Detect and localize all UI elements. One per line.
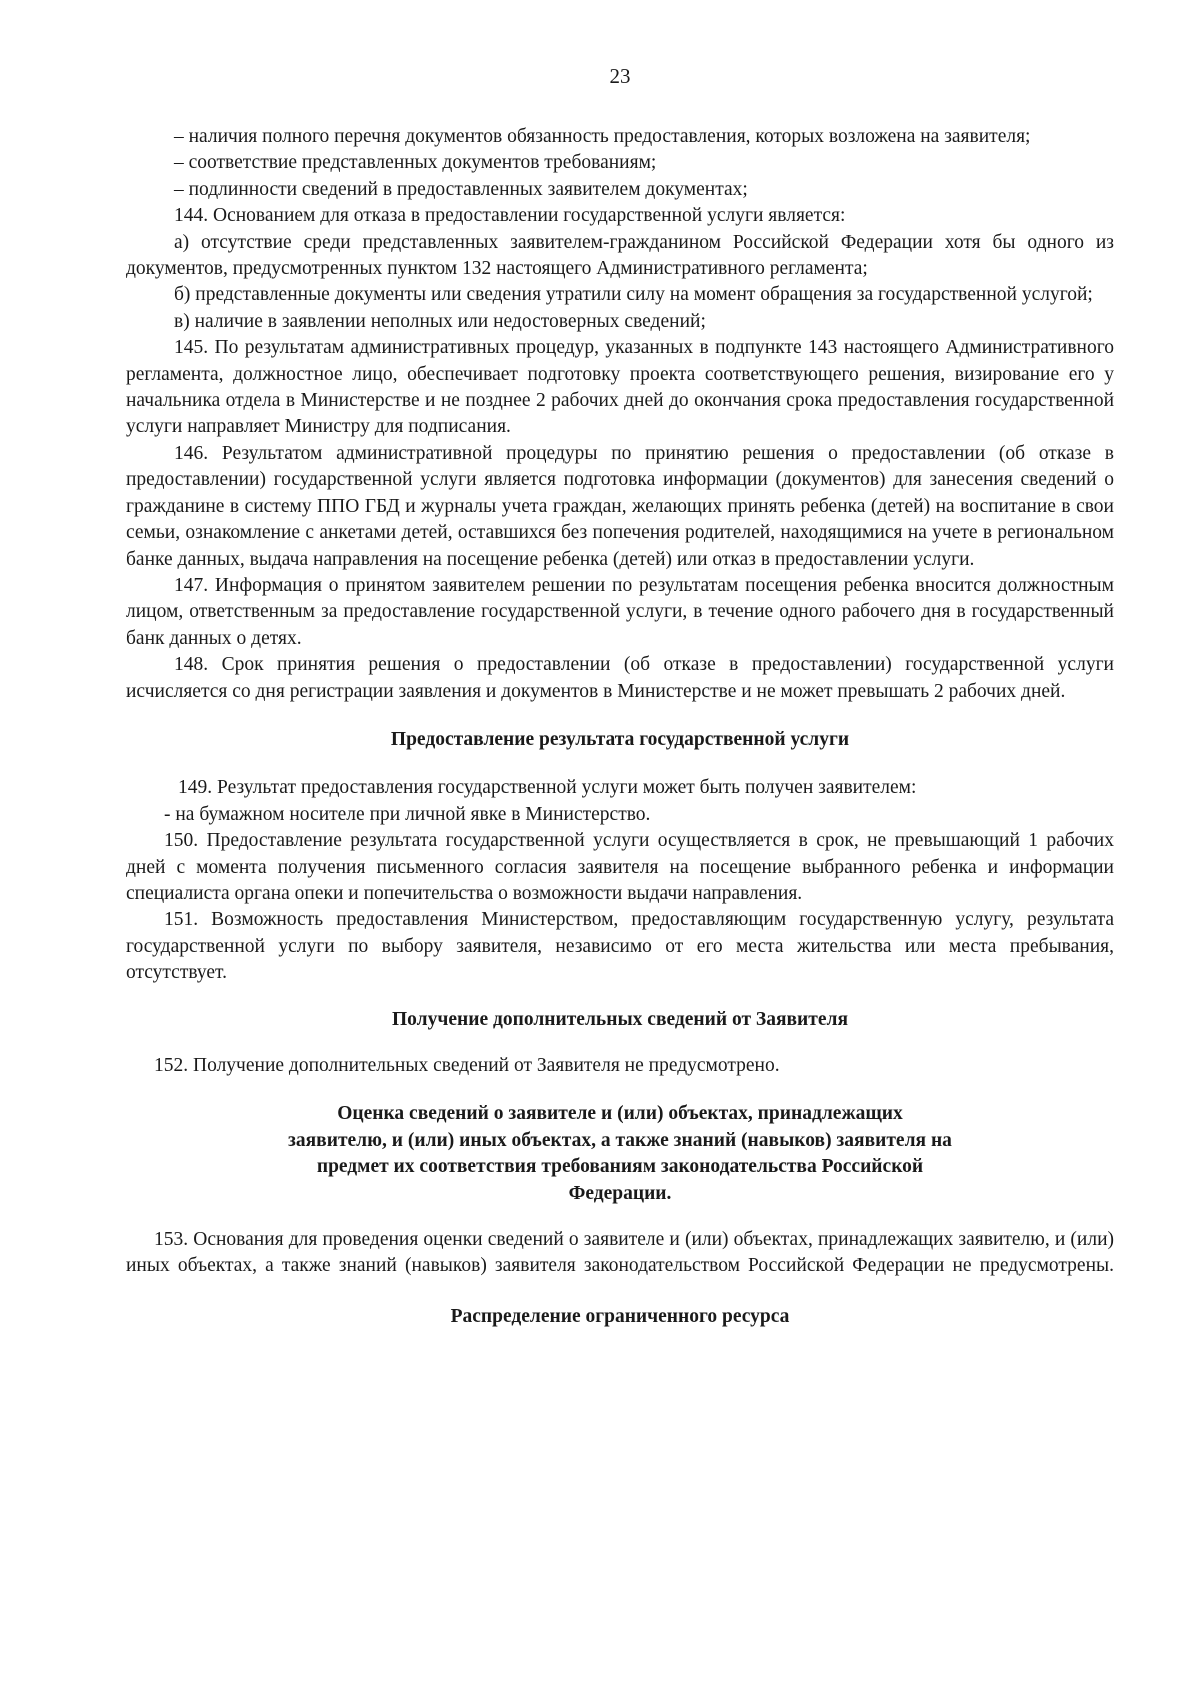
heading-applicant-assessment: Оценка сведений о заявителе и (или) объектах, принадлежащих заявителю, и (или) иных объектах, а также знаний (навыков) заявителя на предмет их соответствия требованиям законодательства Российской Федерации. [288, 1103, 952, 1204]
paragraph-144: 144. Основанием для отказа в предоставлении государственной услуги является: [174, 205, 846, 227]
heading-result-provision: Предоставление результата государственной услуги [390, 728, 850, 750]
paragraph-144-b: б) представленные документы или сведения утратили силу на момент обращения за государственной услугой; [174, 284, 1093, 306]
paragraph-147: 147. Информация о принятом заявителем решении по результатам посещения ребенка вносится должностным лицом, ответственным за предоставление государственной услуги, в течение одного рабочего дня в государственный банк данных о детях. [126, 574, 1114, 649]
document-page [126, 62, 1114, 1330]
paragraph-dash-requirements: – соответствие представленных документов требованиям; [174, 152, 657, 174]
paragraph-148: 148. Срок принятия решения о предоставлении (об отказе в предоставлении) государственной услуги исчисляется со дня регистрации заявления и документов в Министерстве и не может превышать 2 рабочих дней. [126, 654, 1114, 702]
paragraph-152: 152. Получение дополнительных сведений от Заявителя не предусмотрено. [154, 1055, 780, 1076]
paragraph-149: 149. Результат предоставления государственной услуги может быть получен заявителем: [178, 777, 917, 799]
paragraph-145: 145. По результатам административных процедур, указанных в подпункте 143 настоящего Административного регламента, должностное лицо, обеспечивает подготовку проекта соответствующего решения, визирование его у начальника отдела в Министерстве и не позднее 2 рабочих дней до окончания срока предоставления государственной услуги направляет Министру для подписания. [126, 337, 1114, 438]
paragraph-150: 150. Предоставление результата государственной услуги осуществляется в срок, не превышающий 1 рабочих дней с момента получения письменного согласия заявителя на посещение выбранного ребенка и информации специалиста органа опеки и попечительства о возможности выдачи направления. [126, 830, 1114, 904]
heading-limited-resource: Распределение ограниченного ресурса [450, 1305, 790, 1327]
paragraph-149-paper: - на бумажном носителе при личной явке в Министерство. [164, 803, 651, 825]
paragraph-144-a: а) отсутствие среди представленных заявителем-гражданином Российской Федерации хотя бы одного из документов, предусмотренных пунктом 132 настоящего Административного регламента; [126, 231, 1114, 280]
paragraph-144-c: в) наличие в заявлении неполных или недостоверных сведений; [174, 310, 706, 332]
heading-additional-info: Получение дополнительных сведений от Заявителя [391, 1008, 849, 1030]
page-number: 23 [609, 64, 631, 88]
paragraph-dash-documents-list: – наличия полного перечня документов обязанность предоставления, которых возложена на заявителя; [174, 126, 1031, 147]
paragraph-151: 151. Возможность предоставления Министерством, предоставляющим государственную услугу, результата государственной услуги по выбору заявителя, независимо от его места жительства или места пребывания, отсутствует. [126, 909, 1114, 984]
paragraph-153: 153. Основания для проведения оценки сведений о заявителе и (или) объектах, принадлежащих заявителю, и (или) иных объектах, а также знаний (навыков) заявителя законодательством Российской Федерации не предусмотрены. [126, 1229, 1114, 1277]
paragraph-dash-authenticity: – подлинности сведений в предоставленных заявителем документах; [174, 178, 748, 200]
paragraph-153-block [126, 1227, 1114, 1280]
paragraph-146: 146. Результатом административной процедуры по принятию решения о предоставлении (об отказе в предоставлении) государственной услуги является подготовка информации (документов) для занесения сведений о гражданине в систему ППО ГБД и журналы учета граждан, желающих принять ребенка (детей) на воспитание в свои семьи, ознакомление с анкетами детей, оставшихся без попечения родителей, находящимися на учете в региональном банке данных, выдача направления на посещение ребенка (детей) или отказ в предоставлении услуги. [126, 442, 1114, 570]
